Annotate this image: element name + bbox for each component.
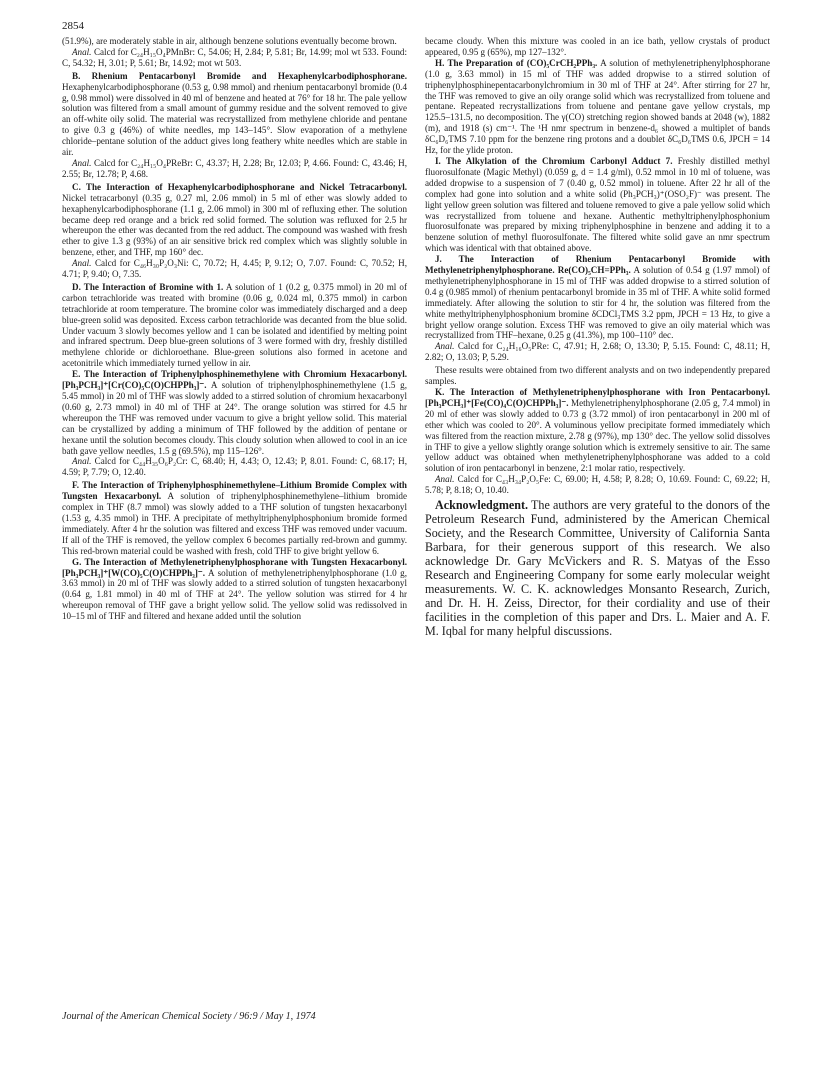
section-paragraph	[425, 254, 770, 341]
section-text: A solution of 0.54 g (1.97 mmol) of methylenetriphenylphosphorane in 15 ml of THF was added dropwise to a stirred solution of 0.4 g (0.985 mmol) of rhenium pentacarbonyl bromide in 35 ml of THF. A white solid formed immediately. After allowing the solution to stir for 4 hr, the solution was filtered from the white methyltriphenylphosphonium bromine δCDCl₃TMS 3.2 ppm, JPCH = 13 Hz, to give a bright yellow orange solution. Excess THF was removed to give an oily material which was recrystallized from THF–hexane, 0.25 g (41.3%), mp 100–110° dec.	[425, 265, 770, 341]
page-number: 2854	[62, 20, 84, 32]
section-heading: K. The Interaction of Methylenetriphenylphosphorane with Iron Pentacarbonyl. [Ph₃PCH₃]⁺[Fe(CO)₄C(O)CHPPh₃]⁻.	[425, 387, 770, 408]
analysis-label: Anal.	[435, 341, 455, 352]
section-heading: C. The Interaction of Hexaphenylcarbodiphosphorane and Nickel Tetracarbonyl.	[72, 181, 407, 192]
section-text: A solution of methylenetriphenylphosphorane (1.0 g, 3.63 mmol) in 15 ml of THF was added dropwise to a stirred solution of triphenylphosphinepentacarbonylchromium in 30 ml of THF at 24°. After stirring for 27 hr, the THF was removed to give an oily orange solid which was recrystallized from toluene and pentane. Repeated recrystallizations from toluene and pentane gave yellow crystals, mp 125.5–131.5, no decomposition. The γ(CO) stretching region showed bands at 2048 (w), 1882 (m), and 1918 (s) cm⁻¹. The ¹H nmr spectrum in benzene-d₆ showed a multiplet of bands δC₆D₆TMS 7.10 ppm for the benzene ring protons and a doublet δC₆D₆TMS 0.6, JPCH = 14 Hz, for the ylide proton.	[425, 57, 770, 156]
section-paragraph	[425, 156, 770, 254]
acknowledgment-text: The authors are very grateful to the donors of the Petroleum Research Fund, administered by the American Chemical Society, and the Research Committee, University of California Santa Barbara, for their generous support of this research. We also acknowledge Dr. Gary McVickers and R. S. Matyas of the Esso Research and Engineering Company for some early molecular weight measurements. W. C. K. acknowledges Monsanto Research, Zurich, and Dr. H. H. Zeiss, Director, for their cordiality and use of their facilities in the completion of this paper and Drs. L. Maier and A. F. M. Iqbal for many helpful discussions.	[425, 498, 770, 639]
analysis-text: Calcd for C₂₄H₁₆O₅PRe: C, 47.91; H, 2.68; O, 13.30; P, 5.15. Found: C, 48.11; H, 2.82; O, 13.03; P, 5.29.	[425, 341, 770, 363]
paragraph-text: became cloudy. When this mixture was cooled in an ice bath, yellow crystals of product appeared, 0.95 g (65%), mp 127–132°.	[425, 36, 770, 57]
section-paragraph	[425, 58, 770, 156]
acknowledgment-heading: Acknowledgment.	[435, 498, 529, 513]
right-column-body	[425, 36, 770, 496]
analysis-label: Anal.	[72, 456, 92, 467]
analysis-label: Anal.	[72, 157, 92, 168]
analysis-text: Calcd for C₂₄H₁₅O₄PMnBr: C, 54.06; H, 2.84; P, 5.81; Br, 14.99; mol wt 533. Found: C, 54.32; H, 3.01; P, 5.61; Br, 14.92; mot wt 503.	[62, 46, 408, 68]
section-heading: D. The Interaction of Bromine with 1.	[72, 281, 224, 292]
section-text: Hexaphenylcarbodiphosphorane (0.53 g, 0.98 mmol) and rhenium pentacarbonyl bromide (0.4 g, 0.98 mmol) were dissolved in 40 ml of benzene and heated at 76° for 18 hr. The pale yellow solution was filtered from a small amount of gummy residue and the solvent removed to give an off-white oily solid. The material was recrystallized from methylene chloride and pentane to give 0.3 g (46%) of white needles, mp 143–145°. Slow evaporation of a methylene chloride–pentane solution of the adduct gives long feathery white needles which are stable in air.	[62, 81, 407, 158]
section-text: A solution of triphenylphosphinemethylene (1.5 g, 5.45 mmol) in 20 ml of THF was slowly added to a stirred solution of chromium hexacarbonyl (0.60 g, 2.73 mmol) in 40 ml of THF at 24°. The orange solution was stirred for 4.5 hr whereupon the THF was removed under vacuum to give a bright yellow solid. This material can be crystallized by adding a minimum of THF followed by the addition of pentane or hexane until the solution becomes cloudy. This cloudy solution when allowed to cool in an ice bath gave yellow needles, 1.5 g (69.5%), mp 115–126°.	[62, 380, 407, 456]
paragraph-continuation	[425, 36, 770, 58]
analysis-paragraph	[62, 456, 407, 478]
analysis-label: Anal.	[72, 258, 92, 269]
paragraph-text: (51.9%), are moderately stable in air, although benzene solutions eventually become brown.	[62, 36, 397, 46]
analysis-text: Calcd for C₂₄H₁₅O₄PReBr: C, 43.37; H, 2.28; Br, 12.03; P, 4.66. Found: C, 43.46; H, 2.55; Br, 12.78; P, 4.68.	[62, 157, 407, 179]
section-text: Methylenetriphenylphosphorane (2.05 g, 7.4 mmol) in 20 ml of ether was slowly added to 0.73 g (3.72 mmol) of iron pentacarbonyl in 200 ml of ether which was cooled to 20°. A voluminous yellow precipitate formed immediately which was filtered from the reaction mixture, 2.78 g (97%), mp 130° dec. The yellow solid dissolves in THF to give a yellow slightly orange solution which is extremely sensitive to air. The same yellow adduct was obtained when methylenetriphenylphosphorane was added to a cold solution of iron pentacarbonyl in benzene, 2:1 molar ratio, respectively.	[425, 397, 770, 474]
section-heading: J. The Interaction of Rhenium Pentacarbonyl Bromide with Methylenetriphenylphosphorane. Re(CO)₅CH=PPh₃.	[425, 254, 770, 276]
section-heading: H. The Preparation of (CO)₅CrCH₂PPh₃.	[435, 57, 598, 68]
section-paragraph	[62, 369, 407, 456]
paragraph	[425, 365, 770, 387]
paragraph-continuation	[62, 36, 407, 47]
section-paragraph	[62, 480, 407, 556]
analysis-label: Anal.	[72, 46, 92, 57]
section-text: Nickel tetracarbonyl (0.35 g, 0.27 ml, 2.06 mmol) in 5 ml of ether was slowly added to hexaphenylcarbodiphosphorane (1.1 g, 2.06 mmol) in 300 ml of refluxing ether. The solution became deep red orange and a brick red solid formed. The solution was refluxed for 2.5 hr whereupon the ether was decanted from the red adduct. The compound was washed with fresh ether to give 1.3 g (93%) of an air sensitive brick red complex which was slightly soluble in benzene, ether, and THF, mp 160° dec.	[62, 192, 407, 258]
section-text: A solution of triphenylphosphinemethylene–lithium bromide complex in THF (8.7 mmol) was slowly added to a THF solution of tungsten hexacarbonyl (1.53 g, 4.35 mmol) in THF. A precipitate of methyltriphenylphosphonium bromide formed immediately. After 4 hr the solution was filtered and excess THF was removed under vacuum. If all of the THF is removed, the yellow complex 6 becomes partially red-brown and gummy. This red-brown material could be washed with fresh, cold THF to give bright yellow 6.	[62, 491, 407, 556]
journal-footer: Journal of the American Chemical Society / 96:9 / May 1, 1974	[62, 1011, 316, 1022]
analysis-text: Calcd for C₄₃H₃₄P₂O₅Fe: C, 69.00; H, 4.58; P, 8.28; O, 10.69. Found: C, 69.22; H, 5.78; P, 8.18; O, 10.40.	[425, 474, 770, 496]
analysis-paragraph	[62, 47, 407, 69]
section-heading: I. The Alkylation of the Chromium Carbonyl Adduct 7.	[435, 155, 673, 166]
analysis-text: Calcd for C₄₆H₃₀P₂O₃Ni: C, 70.72; H, 4.45; P, 9.12; O, 7.07. Found: C, 70.52; H, 4.71; P, 9.40; O, 7.35.	[62, 258, 407, 280]
section-paragraph	[62, 71, 407, 158]
right-column	[425, 36, 770, 638]
section-paragraph	[425, 387, 770, 474]
analysis-text: Calcd for C₄₄H₃₅O₆P₂Cr: C, 68.40; H, 4.43; O, 12.43; P, 8.01. Found: C, 68.17; H, 4.59; P, 7.79; O, 12.40.	[62, 456, 407, 478]
section-paragraph	[62, 282, 407, 369]
acknowledgment-paragraph	[425, 498, 770, 638]
left-column	[62, 36, 407, 622]
section-heading: F. The Interaction of Triphenylphosphinemethylene–Lithium Bromide Complex with Tungsten Hexacarbonyl.	[62, 480, 407, 502]
analysis-paragraph	[425, 474, 770, 496]
section-text: A solution of methylenetriphenylphosphorane (1.0 g, 3.63 mmol) in 20 ml of THF was slowly added to a stirred solution of tungsten hexacarbonyl (0.64 g, 1.81 mmol) in 40 ml of THF at 24°. The yellow solution was stirred for 4 hr whereupon removal of THF gave a bright yellow solid. The yellow solid was redissolved in 10–15 ml of THF and filtered and hexane added until the solution	[62, 567, 407, 622]
analysis-paragraph	[425, 341, 770, 363]
analysis-paragraph	[62, 258, 407, 280]
section-heading: B. Rhenium Pentacarbonyl Bromide and Hexaphenylcarbodiphosphorane.	[72, 70, 407, 81]
section-text: A solution of 1 (0.2 g, 0.375 mmol) in 20 ml of carbon tetrachloride was treated with bromine (0.06 g, 0.024 ml, 0.375 mmol) in carbon tetrachloride at room temperature. The bromine color was immediately discharged and a deep blue-green solid was deposited. Excess carbon tetrachloride was decanted from the blue solid. Under vacuum 3 slowly becomes yellow and 1 can be isolated and identified by melting point and infrared spectrum. Deep blue-green solutions of 3 were formed with dry, freshly distilled methylene chloride or dichloroethane. Blue-green solutions also formed in acetone and acetonitrile which immediately turned yellow in air.	[62, 281, 407, 369]
section-paragraph	[62, 557, 407, 622]
section-paragraph	[62, 182, 407, 258]
analysis-paragraph	[62, 158, 407, 180]
section-heading: E. The Interaction of Triphenylphosphinemethylene with Chromium Hexacarbonyl. [Ph₃PCH₃]⁺[Cr(CO)₅C(O)CHPPh₃]⁻.	[62, 369, 407, 391]
paragraph-text: These results were obtained from two different analysts and on two independently prepared samples.	[425, 365, 770, 387]
section-heading: G. The Interaction of Methylenetriphenylphosphorane with Tungsten Hexacarbonyl. [Ph₃PCH₃]⁺[W(CO)₅C(O)CHPPh₃]⁻.	[62, 556, 407, 578]
analysis-label: Anal.	[435, 474, 455, 485]
section-text: Freshly distilled methyl fluorosulfonate (Magic Methyl) (0.059 g, d = 1.4 g/ml), 0.52 mmol in 10 ml of toluene, was added dropwise to a suspension of 7 (0.40 g, 0.52 mmol) in toluene. After 22 hr all of the complex had gone into solution and a white solid (Ph₃PCH₃)⁺(OSO₂F)⁻ was present. The light yellow green solution was filtered and toluene removed to give a pale yellow solid which was recrystallized from toluene and hexane. Authentic methyltriphenylphosphonium fluorosulfonate was prepared by mixing triphenylphosphine in benzene and adding it to a benzene solution of methyl fluorosulfonate. The filtered white solid gave an nmr spectrum which was identical with that obtained above.	[425, 155, 770, 254]
